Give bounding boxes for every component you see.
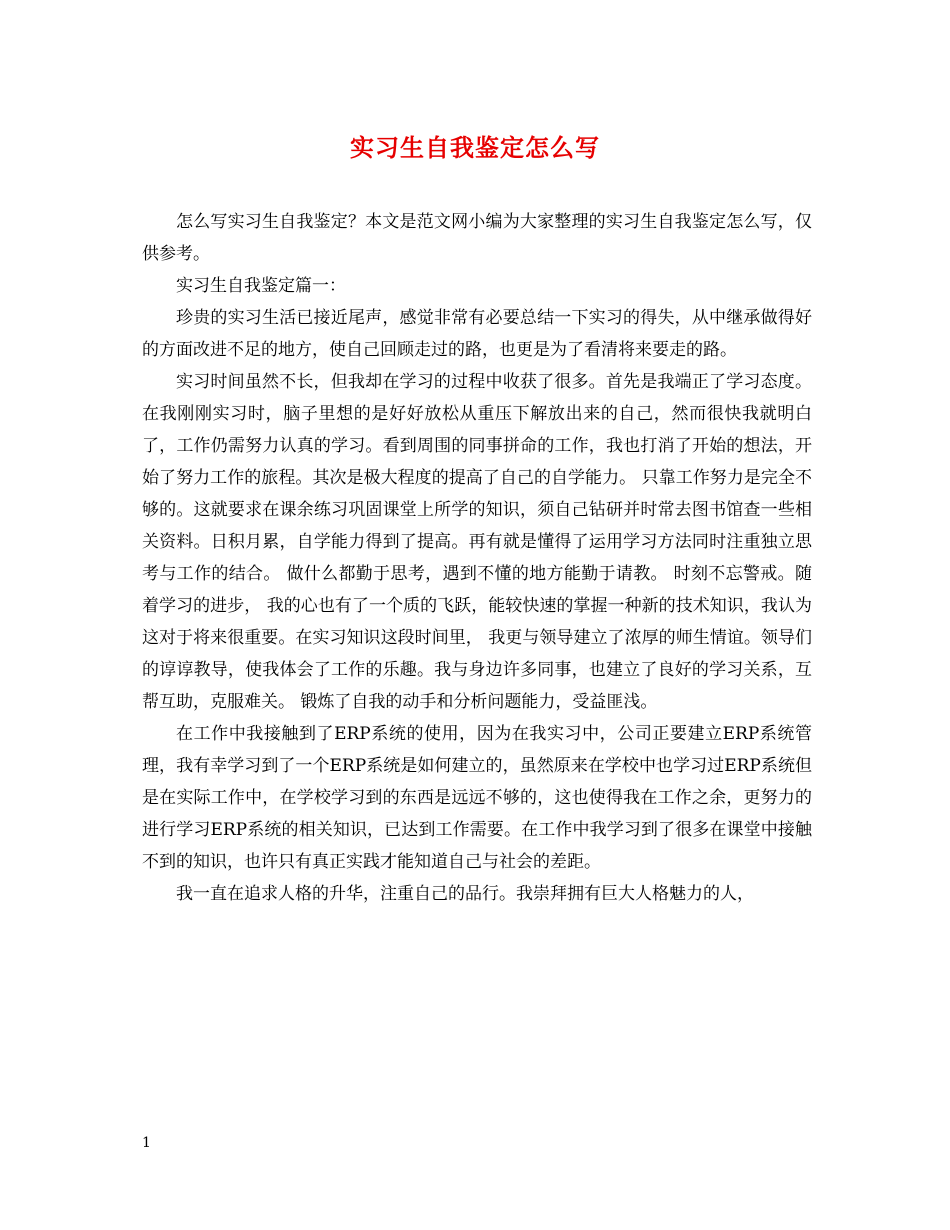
paragraph-2: 实习时间虽然不长，但我却在学习的过程中收获了很多。首先是我端正了学习态度。 在我刚刚实习时，脑子里想的是好好放松从重压下解放出来的自己，然而很快我就明白了，工作仍需努力认真的学习。看到周围的同事拼命的工作，我也打消了开始的想法，开始了努力工作的旅程。其次是极大程度的提高了自己的自学能力。 只靠工作努力是完全不够的。这就要求在课余练习巩固课堂上所学的知识，须自己钻研并时常去图书馆查一些相关资料。日积月累，自学能力得到了提高。再有就是懂得了运用学习方法同时注重独立思考与工作的结合。 做什么都勤于思考，遇到不懂的地方能勤于请教。 时刻不忘警戒。随着学习的进步， 我的心也有了一个质的飞跃，能较快速的掌握一种新的技术知识，我认为这对于将来很重要。在实习知识这段时间里， 我更与领导建立了浓厚的师生情谊。领导们的谆谆教导，使我体会了工作的乐趣。我与身边许多同事，也建立了良好的学习关系，互帮互助，克服难关。 锻炼了自我的动手和分析问题能力，受益匪浅。 xyxy=(142,372,812,712)
paragraph-4: 我一直在追求人格的升华，注重自己的品行。我崇拜拥有巨大人格魅力的人， xyxy=(176,884,754,904)
document-body xyxy=(142,206,812,910)
paragraph-intro: 怎么写实习生自我鉴定？本文是范文网小编为大家整理的实习生自我鉴定怎么写，仅供参考。 xyxy=(142,212,812,264)
paragraph-3: 在工作中我接触到了ERP系统的使用，因为在我实习中，公司正要建立ERP系统管理，我有幸学习到了一个ERP系统是如何建立的，虽然原来在学校中也学习过ERP系统但是在实际工作中，在学校学习到的东西是远远不够的，这也使得我在工作之余，更努力的进行学习ERP系统的相关知识，已达到工作需要。在工作中我学习到了很多在课堂中接触不到的知识，也许只有真正实践才能知道自己与社会的差距。 xyxy=(142,724,812,872)
page-number: 1 xyxy=(142,1135,151,1151)
document-title: 实习生自我鉴定怎么写 xyxy=(350,133,600,162)
paragraph-1: 珍贵的实习生活已接近尾声，感觉非常有必要总结一下实习的得失，从中继承做得好的方面改进不足的地方，使自己回顾走过的路，也更是为了看清将来要走的路。 xyxy=(142,308,812,360)
paragraph-section-heading: 实习生自我鉴定篇一： xyxy=(176,276,346,296)
